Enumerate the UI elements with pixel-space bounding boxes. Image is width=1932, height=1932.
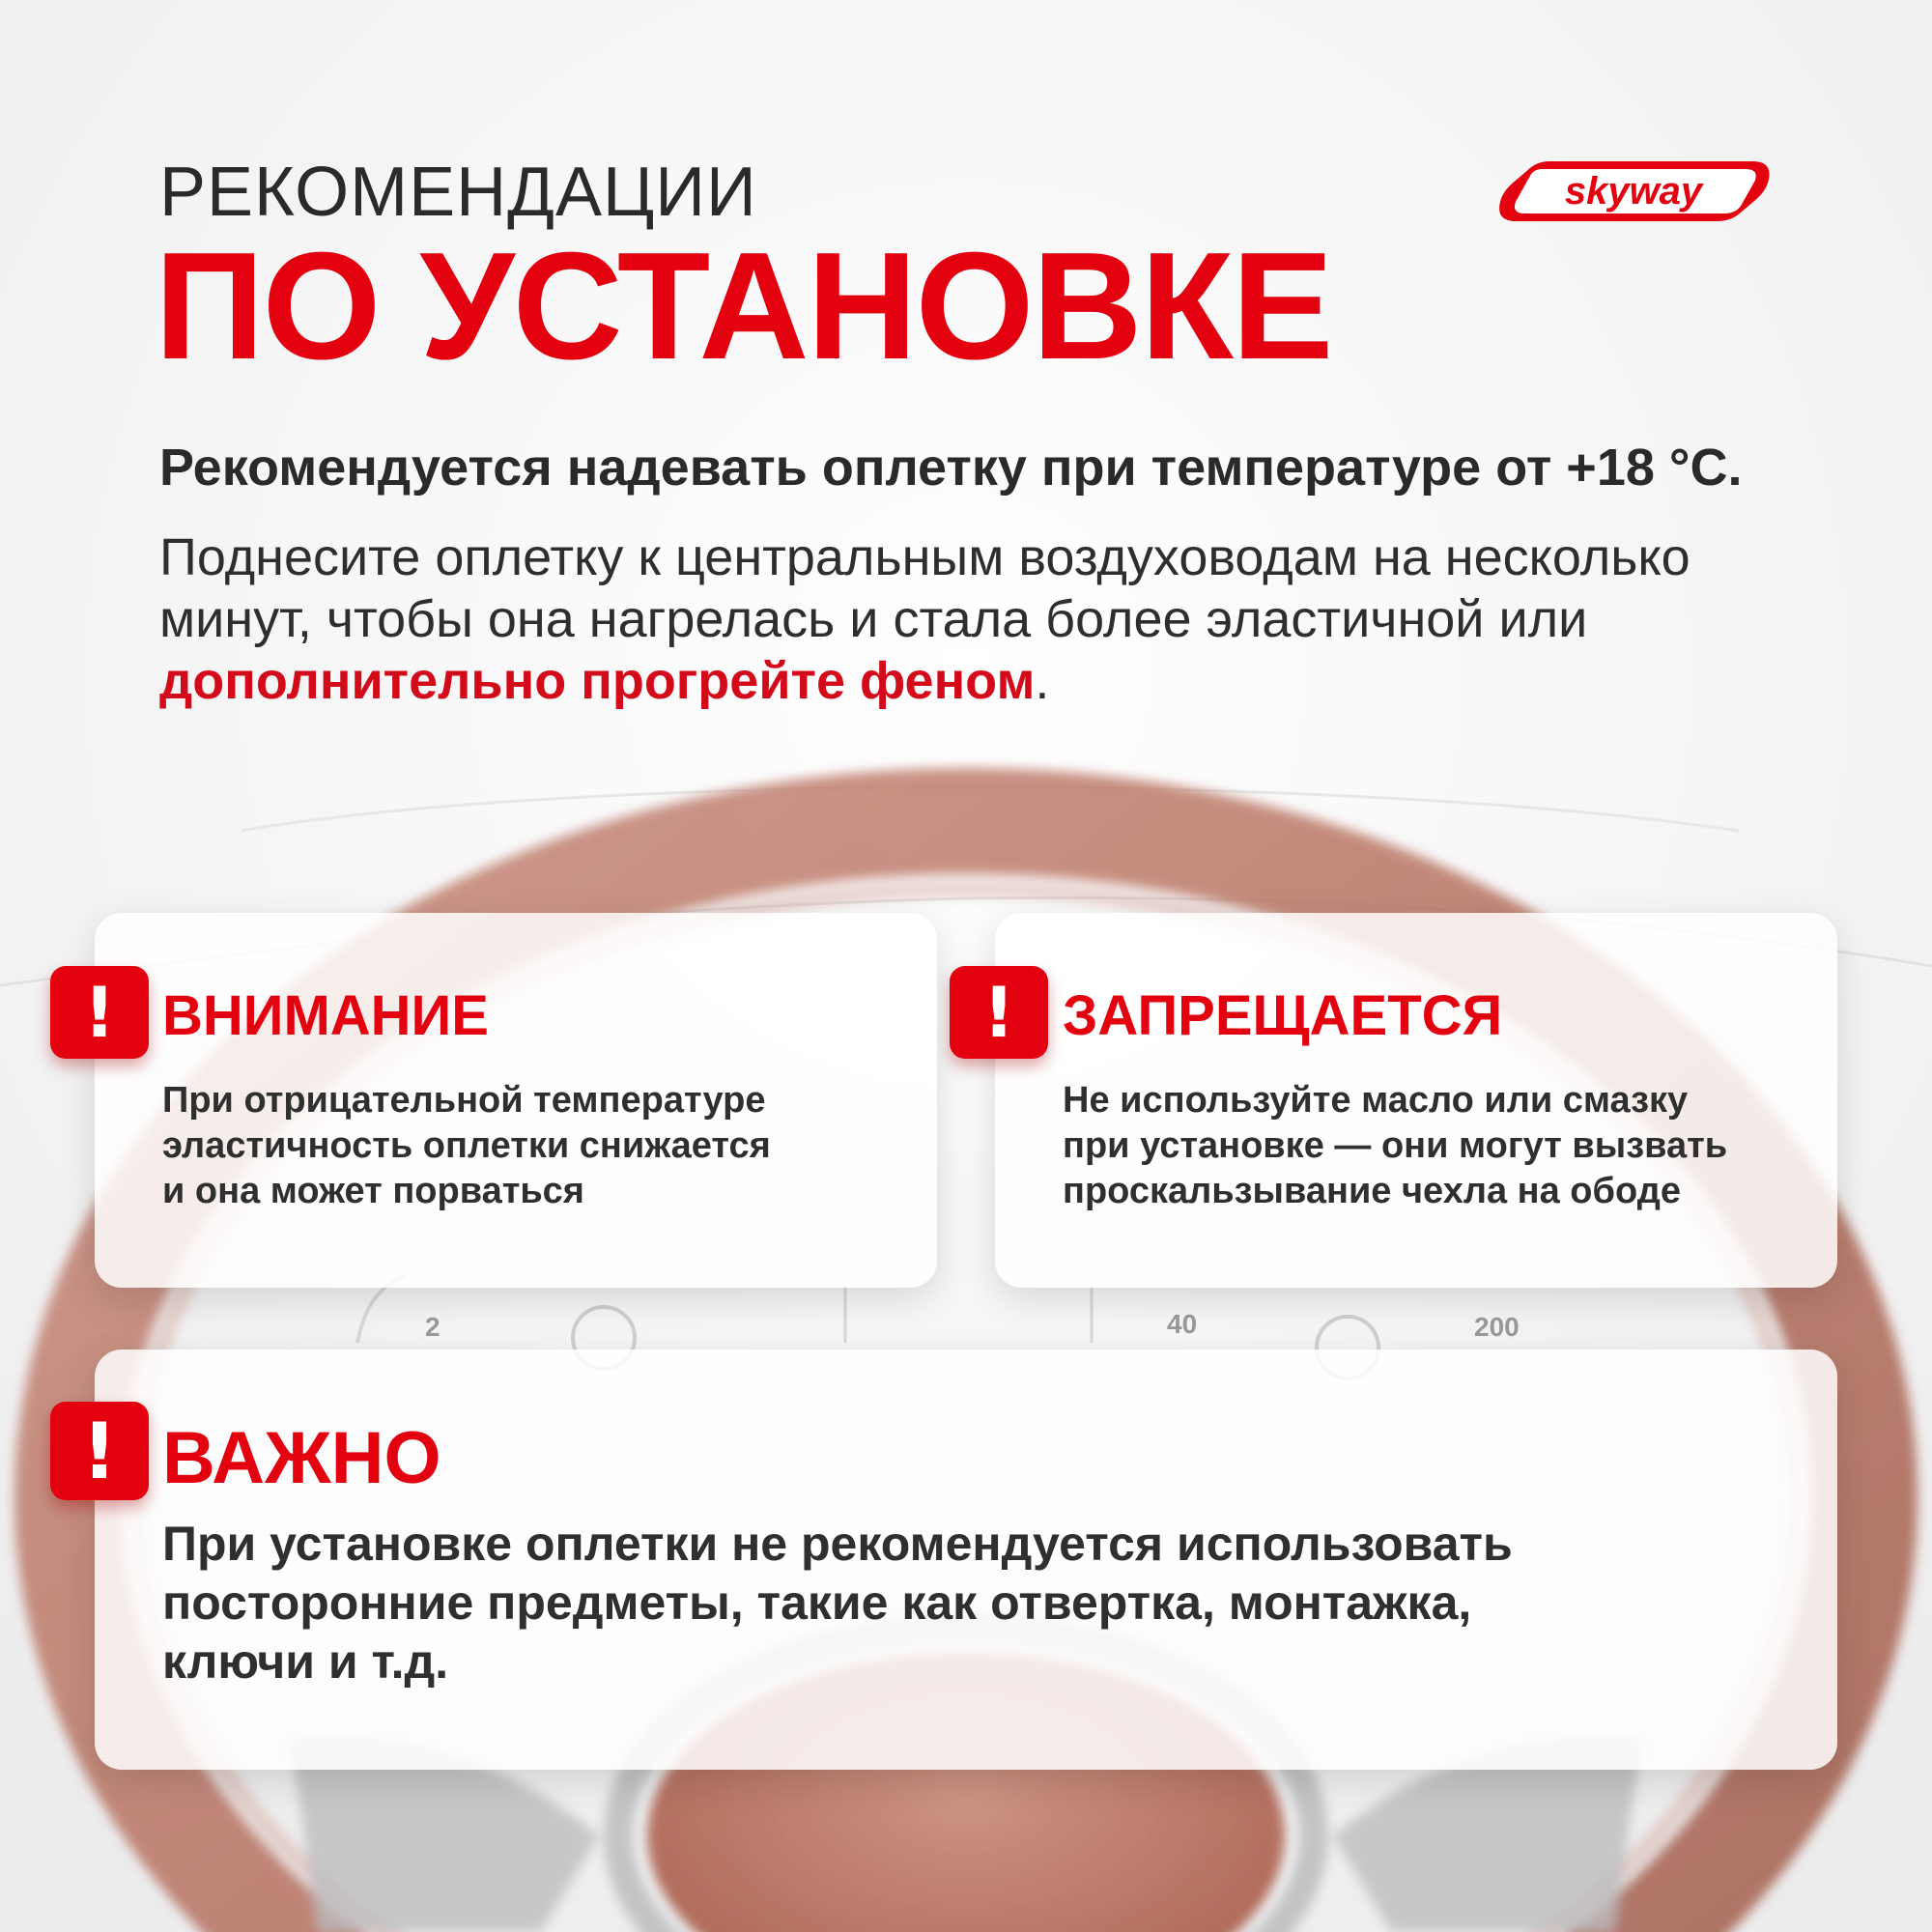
attention-line: и она может порваться xyxy=(162,1171,584,1211)
attention-text xyxy=(162,1078,771,1214)
gauge-label-200: 200 xyxy=(1474,1312,1520,1342)
important-line: посторонние предметы, такие как отвертка, монтажка, xyxy=(162,1576,1472,1630)
svg-text:skyway: skyway xyxy=(1564,170,1703,213)
prohibited-line: при установке — они могут вызвать xyxy=(1063,1125,1728,1166)
prohibited-line: Не используйте масло или смазку xyxy=(1063,1080,1689,1121)
warming-text: Поднесите оплетку к центральным воздуховодам на несколько минут, чтобы она нагрелась и стала более эластичной или xyxy=(159,528,1690,648)
hairdryer-highlight: дополнительно прогрейте феном xyxy=(159,652,1036,710)
exclamation-icon: ! xyxy=(50,1402,149,1500)
page-title: ПО УСТАНОВКЕ xyxy=(155,221,1332,391)
important-text xyxy=(162,1515,1513,1691)
temperature-recommendation: Рекомендуется надевать оплетку при температуре от +18 °С. xyxy=(159,439,1743,497)
important-line: При установке оплетки не рекомендуется использовать xyxy=(162,1517,1513,1571)
skyway-logo xyxy=(1492,157,1773,230)
exclamation-icon: ! xyxy=(50,966,149,1059)
gauge-label-40: 40 xyxy=(1167,1309,1198,1339)
gauge-label-2: 2 xyxy=(425,1312,440,1342)
attention-line: эластичность оплетки снижается xyxy=(162,1125,771,1166)
header-kicker: РЕКОМЕНДАЦИИ xyxy=(159,154,757,231)
prohibited-text xyxy=(1063,1078,1727,1214)
important-line: ключи и т.д. xyxy=(162,1634,449,1689)
exclamation-icon: ! xyxy=(950,966,1048,1059)
prohibited-line: проскальзывание чехла на ободе xyxy=(1063,1171,1681,1211)
attention-line: При отрицательной температуре xyxy=(162,1080,766,1121)
prohibited-title: ЗАПРЕЩАЕТСЯ xyxy=(1063,984,1503,1047)
warming-text-end: . xyxy=(1035,652,1050,710)
important-title: ВАЖНО xyxy=(162,1417,441,1499)
warming-instructions xyxy=(159,526,1821,712)
attention-title: ВНИМАНИЕ xyxy=(162,984,489,1047)
